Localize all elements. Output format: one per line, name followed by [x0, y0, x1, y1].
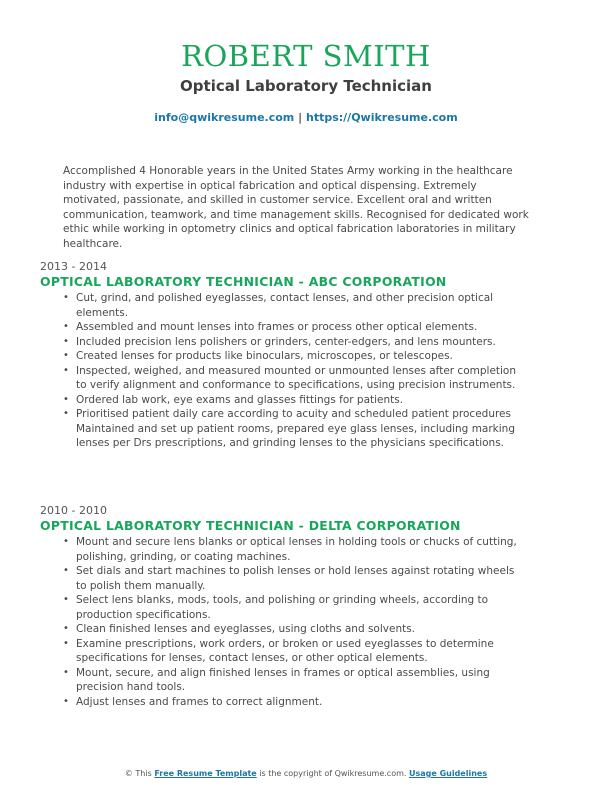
bullet-icon: •	[63, 623, 69, 634]
bullet-icon: •	[63, 637, 69, 649]
bullet-item: • Inspected, weighed, and measured mounted or unmounted lenses after completion to verify alignment and conformance to specifications, using precision instruments.	[63, 364, 517, 391]
bullet-item: • Cut, grind, and polished eyeglasses, contact lenses, and other precision optical elements.	[63, 292, 494, 319]
bullet-icon: •	[63, 666, 69, 678]
bullet-item: • Ordered lab work, eye exams and glasses fittings for patients.	[63, 393, 404, 406]
experience-dates: 2010 - 2010	[40, 504, 107, 517]
free-resume-template-link[interactable]: Free Resume Template	[154, 769, 257, 778]
experience-dates: 2013 - 2014	[40, 260, 107, 273]
bullet-icon: •	[63, 695, 69, 707]
bullet-item: • Set dials and start machines to polish lenses or hold lenses against rotating wheels to polish them manually.	[63, 565, 515, 592]
bullet-icon: •	[63, 292, 69, 303]
contact-separator: |	[298, 111, 303, 124]
experience-bullets	[40, 291, 540, 451]
bullet-item: • Select lens blanks, mods, tools, and polishing or grinding wheels, according to production specifications.	[63, 594, 489, 621]
bullet-item: • Prioritised patient daily care according to acuity and scheduled patient procedures Maintained and set up patient rooms, prepared eye glass lenses, including marking lenses per Drs prescriptions, and grinding lenses to the physicians specifications.	[63, 408, 515, 449]
bullet-item: • Examine prescriptions, work orders, or broken or used eyeglasses to determine specifications for lenses, contact lenses, or other optical elements.	[63, 637, 494, 664]
summary-paragraph: Accomplished 4 Honorable years in the United States Army working in the healthcare industry with expertise in optical fabrication and optical dispensing. Extremely motivated, passionate, and skilled in customer service. Excellent oral and written communication, teamwork, and time management skills. Recognised for dedicated work ethic while working in optometry clinics and optical fabrication laboratories in military healthcare.	[63, 165, 529, 250]
bullet-item: • Assembled and mount lenses into frames or process other optical elements.	[63, 321, 478, 333]
experience-title: OPTICAL LABORATORY TECHNICIAN - DELTA CORPORATION	[40, 518, 461, 533]
bullet-icon: •	[63, 565, 69, 576]
experience-title: OPTICAL LABORATORY TECHNICIAN - ABC CORPORATION	[40, 274, 447, 289]
bullet-icon: •	[63, 594, 69, 605]
contact-line	[0, 111, 612, 125]
bullet-item: • Adjust lenses and frames to correct alignment.	[63, 695, 323, 708]
footer	[0, 769, 612, 779]
experience-entry-1	[40, 260, 540, 451]
experience-entry-2	[40, 504, 540, 709]
bullet-icon: •	[63, 536, 69, 547]
bullet-item: • Included precision lens polishers or grinders, center-edgers, and lens mounters.	[63, 335, 496, 348]
candidate-name: ROBERT SMITH	[181, 39, 431, 73]
bullet-icon: •	[63, 408, 69, 419]
bullet-icon: •	[63, 393, 69, 405]
job-title: Optical Laboratory Technician	[180, 77, 432, 95]
bullet-item: • Mount, secure, and align finished lenses in frames or optical assemblies, using precision hand tools.	[63, 666, 490, 693]
footer-copyright: is the copyright of Qwikresume.com.	[259, 769, 407, 778]
website-link[interactable]: https://Qwikresume.com	[305, 111, 458, 124]
bullet-icon: •	[63, 364, 69, 376]
bullet-item: • Mount and secure lens blanks or optical lenses in holding tools or chucks of cutting, polishing, grinding, or coating machines.	[63, 536, 517, 563]
bullet-item: • Clean finished lenses and eyeglasses, using cloths and solvents.	[63, 623, 416, 635]
footer-prefix: © This	[124, 769, 152, 778]
experience-bullets	[40, 535, 540, 709]
bullet-icon: •	[63, 335, 69, 347]
email-link[interactable]: info@qwikresume.com	[154, 111, 295, 124]
bullet-icon: •	[63, 321, 69, 332]
usage-guidelines-link[interactable]: Usage Guidelines	[408, 769, 488, 778]
bullet-item: • Created lenses for products like binoculars, microscopes, or telescopes.	[63, 350, 453, 362]
bullet-icon: •	[63, 350, 69, 361]
